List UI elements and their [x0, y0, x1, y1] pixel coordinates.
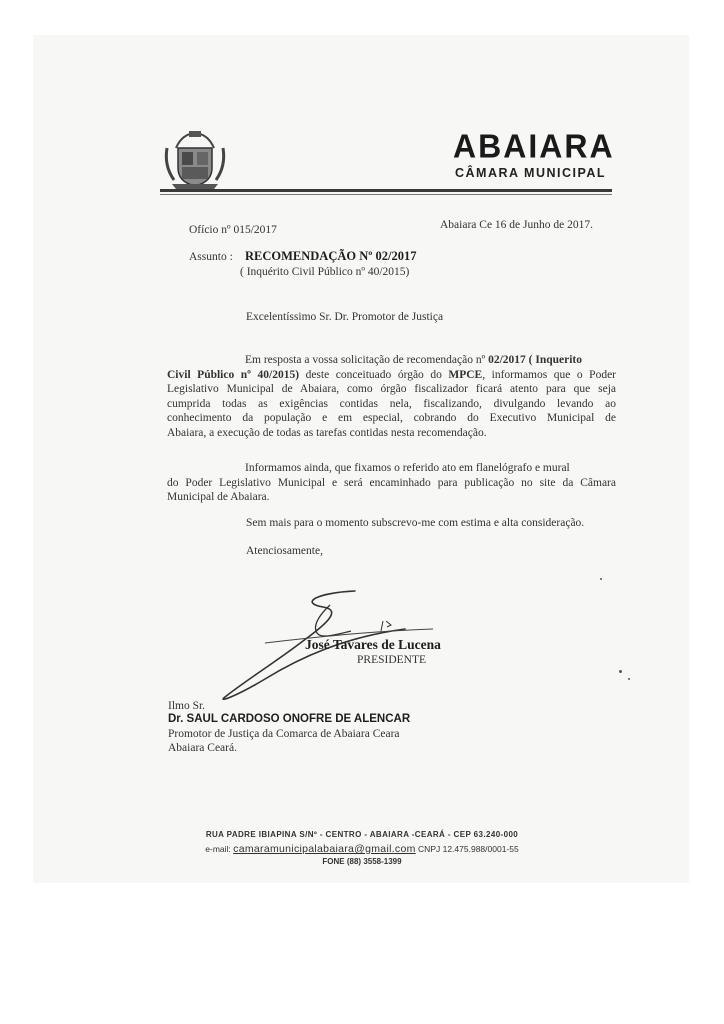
footer-contact	[0, 843, 724, 855]
paragraph-line	[167, 368, 616, 383]
mpce-ref: MPCE	[448, 368, 483, 381]
paragraph-line: Municipal de Abaiara.	[167, 491, 270, 503]
letter-date: Abaiara Ce 16 de Junho de 2017.	[440, 219, 593, 231]
letter-reference: Ofício nº 015/2017	[189, 224, 277, 236]
paragraph-line: cumprida todas as exigências contidas nela, fiscalizando, divulgando levando ao	[167, 397, 616, 410]
footer-cnpj: CNPJ 12.475.988/0001-55	[418, 844, 519, 854]
email-label: e-mail:	[205, 844, 231, 854]
paragraph-text: deste conceituado órgão do	[299, 368, 449, 381]
coat-of-arms-icon	[162, 128, 228, 190]
scan-speck	[628, 678, 630, 680]
inquiry-ref: Civil Público nº 40/2015)	[167, 368, 300, 381]
paragraph-line: Abaiara, a execução de todas as tarefas contidas nesta recomendação.	[167, 426, 487, 439]
signer-role: PRESIDENTE	[357, 654, 426, 666]
paragraph-line	[167, 353, 616, 368]
email-link[interactable]: camaramunicipalabaiara@gmail.com	[233, 843, 416, 855]
signer-name: José Tavares de Lucena	[305, 637, 441, 652]
subject-detail: ( Inquérito Civil Público nº 40/2015)	[240, 266, 410, 278]
paragraph-closing: Sem mais para o momento subscrevo-me com estima e alta consideração.	[246, 517, 585, 529]
paragraph-line: Informamos ainda, que fixamos o referido ato em flanelógrafo e mural	[245, 462, 570, 474]
recipient-name: Dr. SAUL CARDOSO ONOFRE DE ALENCAR	[168, 713, 411, 725]
paragraph-line: conhecimento da população e em especial, cobrando do Executivo Municipal de	[167, 412, 616, 424]
paragraph-publication	[167, 461, 616, 505]
letterhead-title: ABAIARA	[453, 127, 615, 165]
scan-speck	[600, 578, 602, 580]
recipient-role: Promotor de Justiça da Comarca de Abaiara Ceara	[168, 728, 400, 740]
subject-title: RECOMENDAÇÃO Nº 02/2017	[245, 249, 417, 263]
recipient-city: Abaiara Ceará.	[168, 742, 237, 754]
paragraph-line: Legislativo Municipal de Abaiara, como órgão fiscalizador ficará atento para que seja	[167, 383, 616, 395]
recipient-label: Ilmo Sr.	[168, 700, 206, 712]
scan-speck	[619, 670, 622, 673]
salutation: Excelentíssimo Sr. Dr. Promotor de Justiça	[246, 311, 444, 323]
paragraph-line: do Poder Legislativo Municipal e será encaminhado para publicação no site da Câmara	[167, 476, 616, 489]
footer-phone: FONE (88) 3558-1399	[322, 857, 402, 866]
closing: Atenciosamente,	[246, 545, 323, 557]
paragraph-response	[167, 353, 616, 440]
subject-label: Assunto :	[189, 251, 233, 263]
paragraph-text: Em resposta a vossa solicitação de recomendação nº	[245, 354, 489, 366]
footer-address: RUA PADRE IBIAPINA S/Nº - CENTRO - ABAIARA -CEARÁ - CEP 63.240-000	[205, 830, 519, 839]
paragraph-text: , informamos que o Poder	[482, 368, 617, 381]
letterhead	[453, 128, 615, 180]
recommendation-ref: 02/2017 ( Inquerito	[488, 354, 582, 366]
header-divider	[160, 189, 612, 192]
header-divider-thin	[160, 194, 612, 195]
letterhead-subtitle: CÂMARA MUNICIPAL	[455, 166, 607, 180]
